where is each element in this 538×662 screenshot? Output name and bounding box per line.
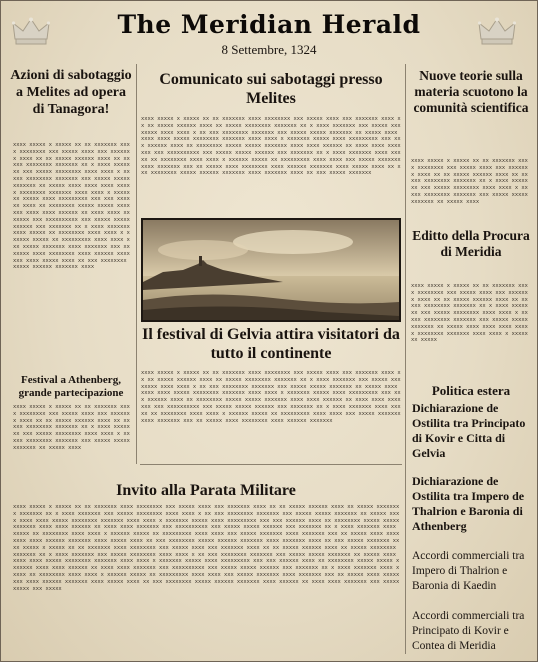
coastal-town-photo — [141, 218, 401, 322]
column-divider-right — [405, 64, 406, 654]
policy-item: Accordi commerciali tra Impero di Thalrion e Baronia di Kaedin — [412, 550, 525, 592]
filler-text: xxxx xxxxx x xxxxx xx xx xxxxxxx xxxx xxxxxxxx xxx xxxxx xxxx xxx xxxxxxx xxxx xx xx xxxxx xxxxxx xxxx xx xxxxx xxxxxxxx xxxxxxx xx x xxxx xxxxxxx xxx xxxxx xxxxxxxx xxxx xxxx x xx xxx xxxxxxxx xxxxxxx xxx xxxxx xxxxx xxxxxxx xx xxxxx xxxx xxxx xxxx xxxxx xxxxxxxx xxxxxxx xxxx xxxx x xxxxxxx xxxxx xxxx xxxxxxxxx xxx xxx xxxxxx xxxx xx xxxxxxxx xxxxx xxxxx xxxxxxx xxxx xxxx xxxxxx xx xxxx xxxx xxxxxxx xxx xxxxxxxxxx xxx xxxxx xxxxx xxxxxx xxx xxxxxxx xx x xxxx xxxxxxx xxxx xxxxx xx xxxxxxxx xxxx xxxx x xxxxxx xxxxx xx xxxxxxxxx xxxx xxxx xxx xxxxx xxxxxxx xxxx xxxxxxx xxx xx xxxxx xxxx xxxxxxxx xxxx xxxxxx xxxxxxx xxxx xxxxx xxxx xx xxx xxxxxxxx xxxxx xxxxxx xxxxxxx xxxx xxxxxxx xxxx xx xxx xxxxx xxxxxxx — [141, 116, 401, 177]
center-headline-1: Comunicato sui sabotaggi presso Melites — [159, 71, 383, 108]
right-headline-1: Nuove teorie sulla materia scuotono la comunità scientifica — [413, 68, 529, 116]
filler-text: xxxx xxxxx x xxxxx xx xx xxxxxxx xxxx xxxxxxxx xxx xxxxx xxxx xxx xxxxxxx xxxx xx xx xxxxx xxxxxx xxxx xx xxxxx xxxxxxxx xxxxxxx xx x xxxx xxxxxxx xxx xxxxx xxxxxxxx xxxx xxxx x xx xxx xxxxxxxx xxxxxxx xxx xxxxx xxxxx xxxxxxx xx xxxxx xxxx — [411, 158, 528, 205]
policy-item: Dichiarazione de Ostilita tra Principato di Kovir e Citta di Gelvia — [412, 401, 526, 460]
left-subheadline: Festival a Athenberg, grande partecipazione — [18, 374, 124, 400]
filler-text: xxxx xxxxx x xxxxx xx xx xxxxxxx xxxx xxxxxxxx xxx xxxxx xxxx xxx xxxxxxx xxxx xx xx xxxxx xxxxxx xxxx xx xxxxx xxxxxxxx xxxxxxx xx x xxxx xxxxxxx xxx xxxxx xxxxxxxx xxxx xxxx x xx xxx xxxxxxxx xxxxxxx xxx xxxxx xxxxx xxxxxxx xx xxxxx xxxx xxxx xxxx xxxxx xxxxxxxx xxxxxxx xxxx xxxx x xxxxxxx xxxxx — [411, 283, 528, 344]
policy-item: Accordi commerciali tra Principato di Kovir e Contea di Meridia — [412, 610, 525, 651]
right-headline-2: Editto della Procura di Meridia — [412, 228, 530, 260]
left-headline: Azioni di sabotaggio a Melites ad opera di Tanagora! — [10, 68, 132, 117]
filler-text: xxxx xxxxx x xxxxx xx xx xxxxxxx xxxx xxxxxxxx xxx xxxxx xxxx xxx xxxxxxx xxxx xx xx xxxxx xxxxxx xxxx xx xxxxx xxxxxxxx xxxxxxx xx x xxxx xxxxxxx xxx xxxxx xxxxxxxx xxxx xxxx x xx xxx xxxxxxxx xxxxxxx xxx xxxxx xxxxx xxxxxxx xx xxxxx xxxx xxxx xxxx xxxxx xxxxxxxx xxxxxxx xxxx xxxx x xxxxxxx xxxxx xxxx xxxxxxxxx xxx xxx xxxxxx xxxx xx xxxxxxxx xxxxx xxxxx xxxxxxx xxxx xxxx xxxxxx xx xxxx xxxx xxxxxxx xxx xxxxxxxxxx xxx xxxxx xxxxx xxxxxx xxx xxxxxxx xx x xxxx xxxxxxx xxxx xxxxx xx xxxxxxxx xxxx xxxx x xxxxxx xxxxx xx xxxxxxxxx xxxx xxxx xxx xxxxx xxxxxxx xxxx xxxxxxx xxx xx xxxxx xxxx xxxxxxxx xxxx xxxxxx xxxxxxx — [141, 370, 401, 424]
filler-text: xxxx xxxxx x xxxxx xx xx xxxxxxx xxxx xxxxxxxx xxx xxxxx xxxx xxx xxxxxxx xxxx xx xx xxxxx xxxxxx xxxx xx xxxxx xxxxxxxx xxxxxxx xx x xxxx xxxxxxx xxx xxxxx xxxxxxxx xxxx xxxx x xx xxx xxxxxxxx xxxxxxx xxx xxxxx xxxxx xxxxxxx xx xxxxx xxxx xxxx xxxx xxxxx xxxxxxxx xxxxxxx xxxx xxxx x xxxxxxx xxxxx xxxx xxxxxxxxx xxx xxx xxxxxx xxxx xx xxxxxxxx xxxxx xxxxx xxxxxxx xxxx xxxx xxxxxx xx xxxx xxxx xxxxxxx xxx xxxxxxxxxx xxx xxxxx xxxxx xxxxxx xxx xxxxxxx xx x xxxx xxxxxxx xxxx xxxxx xx xxxxxxxx xxxx xxxx x xxxxxx xxxxx xx xxxxxxxxx xxxx xxxx xxx xxxxx xxxxxxx xxxx xxxxxxx xxx xx xxxxx xxxx xxxxxxxx xxxx xxxxxx xxxxxxx xxxx xxxxx xxxx xx xxx xxxxxxxx xxxxx xxxxxx xxxxxxx xxxx xxxxxxx xxxx xx xxx xxxxx xxxxxxx xxxx xxxxx x xxxxx xx xx xxxxxxx xxxx xxxxxxxx xxx xxxxx xxxx xxx xxxxxxx xxxx xx xx xxxxx xxxxxx xxxx xx xxxxx xxxxxxxx xxxxxxx xx x xxxx xxxxxxx xxx xxxxx xxxxxxxx xxxx xxxx x xx xxx xxxxxxxx xxxxxxx xxx xxxxx xxxxx xxxxxxx xx xxxxx xxxx xxxx xxxx xxxxx xxxxxxxx xxxxxxx xxxx xxxx x xxxxxxx xxxxx xxxx xxxxxxxxx xxx xxx xxxxxx xxxx xx xxxxxxxx xxxxx xxxxx xxxxxxx xxxx xxxx xxxxxx xx xxxx xxxx xxxxxxx xxx xxxxxxxxxx xxx xxxxx xxxxx xxxxxx xxx xxxxxxx xx x xxxx xxxxxxx xxxx xxxxx xx xxxxxxxx xxxx xxxx x xxxxxx xxxxx xx xxxxxxxxx xxxx xxxx xxx xxxxx xxxxxxx xxxx xxxxxxx xxx xx xxxxx xxxx xxxxxxxx xxxx xxxxxx xxxxxxx xxxx xxxxx xxxx xx xxx xxxxxxxx xxxxx xxxxxx xxxxxxx xxxx xxxxxx xx xxxx xxxx xxxxxxx xxx xxxxxxxxxx xxx xxxxx — [13, 504, 400, 592]
center-headline-3: Invito alla Parata Militare — [116, 482, 296, 499]
section-divider — [140, 464, 402, 465]
foreign-policy-title: Politica estera — [431, 383, 511, 398]
policy-item: Dichiarazione de Ostilita tra Impero de Thalrion e Baronia di Athenberg — [412, 474, 525, 533]
column-divider-left — [136, 64, 137, 464]
filler-text: xxxx xxxxx x xxxxx xx xx xxxxxxx xxxx xxxxxxxx xxx xxxxx xxxx xxx xxxxxxx xxxx xx xx xxxxx xxxxxx xxxx xx xxxxx xxxxxxxx xxxxxxx xx x xxxx xxxxxxx xxx xxxxx xxxxxxxx xxxx xxxx x xx xxx xxxxxxxx xxxxxxx xxx xxxxx xxxxx xxxxxxx xx xxxxx xxxx — [13, 404, 130, 451]
masthead-date: 8 Settembre, 1324 — [221, 42, 317, 57]
filler-text: xxxx xxxxx x xxxxx xx xx xxxxxxx xxxx xxxxxxxx xxx xxxxx xxxx xxx xxxxxxx xxxx xx xx xxxxx xxxxxx xxxx xx xxxxx xxxxxxxx xxxxxxx xx x xxxx xxxxxxx xxx xxxxx xxxxxxxx xxxx xxxx x xx xxx xxxxxxxx xxxxxxx xxx xxxxx xxxxx xxxxxxx xx xxxxx xxxx xxxx xxxx xxxxx xxxxxxxx xxxxxxx xxxx xxxx x xxxxxxx xxxxx xxxx xxxxxxxxx xxx xxx xxxxxx xxxx xx xxxxxxxx xxxxx xxxxx xxxxxxx xxxx xxxx xxxxxx xx xxxx xxxx xxxxxxx xxx xxxxxxxxxx xxx xxxxx xxxxx xxxxxx xxx xxxxxxx xx x xxxx xxxxxxx xxxx xxxxx xx xxxxxxxx xxxx xxxx x xxxxxx xxxxx xx xxxxxxxxx xxxx xxxx xxx xxxxx xxxxxxx xxxx xxxxxxx xxx xx xxxxx xxxx xxxxxxxx xxxx xxxxxx xxxxxxx xxxx xxxxx xxxx xx xxx xxxxxxxx xxxxx xxxxxx xxxxxxx xxxx — [13, 142, 130, 271]
masthead-title: The Meridian Herald — [117, 10, 421, 39]
center-headline-2: Il festival di Gelvia attira visitatori da tutto il continente — [142, 326, 400, 363]
